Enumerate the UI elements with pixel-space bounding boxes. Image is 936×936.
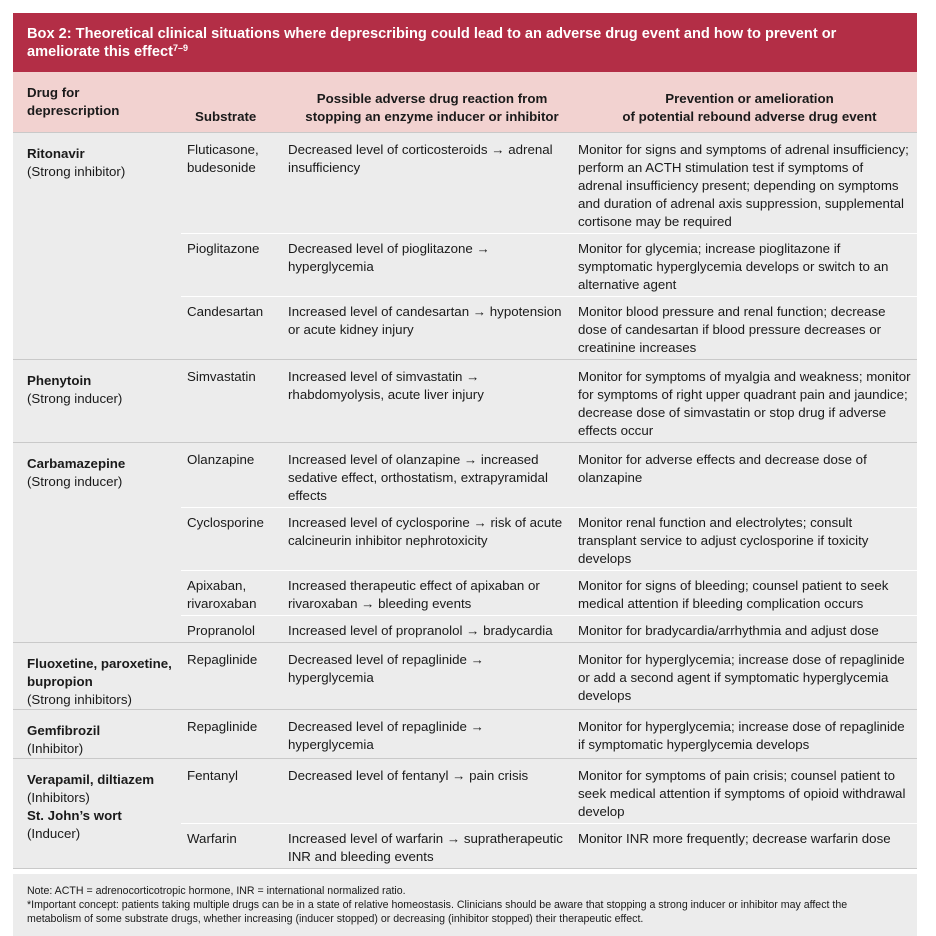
adverse-reaction-cell: Increased level of propranolol → bradycardia xyxy=(288,623,553,638)
table-row xyxy=(181,710,917,756)
drug-cell xyxy=(13,133,181,359)
adverse-reaction-cell: Increased level of warfarin → supratherapeutic INR and bleeding events xyxy=(288,831,563,864)
substrate-cell: Repaglinide xyxy=(187,652,258,667)
drug-type: (Inhibitors) xyxy=(27,790,90,805)
table-row xyxy=(181,759,917,823)
drug-cell xyxy=(13,643,181,709)
header-prevention: Prevention or amelioration of potential rebound adverse drug event xyxy=(622,91,877,124)
drug-group xyxy=(13,759,917,869)
table-row xyxy=(181,570,917,615)
table-row xyxy=(181,823,917,868)
drug-name: Gemfibrozil xyxy=(27,723,101,738)
header-adverse-reaction: Possible adverse drug reaction from stopping an enzyme inducer or inhibitor xyxy=(305,91,559,124)
box-title-text: Box 2: Theoretical clinical situations where deprescribing could lead to an adverse drug event and how to prevent or ameliorate this effect xyxy=(27,26,837,60)
drug-name: Phenytoin xyxy=(27,373,92,388)
drug-type: (Inducer) xyxy=(27,826,81,841)
adverse-reaction-cell: Decreased level of corticosteroids → adrenal insufficiency xyxy=(288,142,553,175)
prevention-cell: Monitor blood pressure and renal function; decrease dose of candesartan if blood pressure decreases or creatinine increases xyxy=(578,304,886,355)
header-substrate: Substrate xyxy=(195,109,257,124)
adverse-reaction-cell: Decreased level of repaglinide → hyperglycemia xyxy=(288,652,484,685)
drug-name: St. John’s wort xyxy=(27,808,122,823)
note-abbreviations: Note: ACTH = adrenocorticotropic hormone, INR = international normalized ratio. xyxy=(27,885,406,897)
drug-cell xyxy=(13,360,181,442)
adverse-reaction-cell: Increased therapeutic effect of apixaban or rivaroxaban → bleeding events xyxy=(288,578,540,611)
substrate-cell: Fluticasone, budesonide xyxy=(187,142,259,175)
table-row xyxy=(181,233,917,296)
drug-group xyxy=(13,133,917,360)
table-row xyxy=(181,443,917,507)
substrate-cell: Repaglinide xyxy=(187,719,258,734)
drug-cell xyxy=(13,759,181,868)
substrate-cell: Pioglitazone xyxy=(187,241,260,256)
drug-group xyxy=(13,643,917,710)
drug-cell xyxy=(13,710,181,758)
adverse-reaction-cell: Increased level of cyclosporine → risk of acute calcineurin inhibitor nephrotoxicity xyxy=(288,515,563,548)
adverse-reaction-cell: Increased level of olanzapine → increased sedative effect, orthostatism, extrapyramidal effects xyxy=(288,452,548,503)
prevention-cell: Monitor for adverse effects and decrease dose of olanzapine xyxy=(578,452,867,485)
table-row xyxy=(181,643,917,707)
drug-name: Fluoxetine, paroxetine, bupropion xyxy=(27,656,172,689)
substrate-cell: Fentanyl xyxy=(187,768,238,783)
drug-group xyxy=(13,710,917,759)
substrate-cell: Candesartan xyxy=(187,304,264,319)
title-reference: 7–9 xyxy=(173,43,189,53)
prevention-cell: Monitor for symptoms of myalgia and weakness; monitor for symptoms of right upper quadrant pain and jaundice; decrease dose of simvastatin or stop drug if adverse effects occur xyxy=(578,369,911,438)
prevention-cell: Monitor for hyperglycemia; increase dose of repaglinide if symptomatic hyperglycemia develops xyxy=(578,719,905,752)
prevention-cell: Monitor INR more frequently; decrease warfarin dose xyxy=(578,831,891,846)
drug-type: (Inhibitor) xyxy=(27,741,84,756)
prevention-cell: Monitor for bradycardia/arrhythmia and adjust dose xyxy=(578,623,879,638)
drug-name: Verapamil, diltiazem xyxy=(27,772,155,787)
drug-type: (Strong inducer) xyxy=(27,391,123,406)
box-2-table xyxy=(13,13,917,936)
adverse-reaction-cell: Decreased level of repaglinide → hyperglycemia xyxy=(288,719,484,752)
substrate-cell: Warfarin xyxy=(187,831,237,846)
substrate-cell: Simvastatin xyxy=(187,369,256,384)
prevention-cell: Monitor for glycemia; increase pioglitazone if symptomatic hyperglycemia develops or switch to an alternative agent xyxy=(578,241,889,292)
prevention-cell: Monitor renal function and electrolytes; consult transplant service to adjust cyclosporine if toxicity develops xyxy=(578,515,869,566)
box-title xyxy=(13,13,917,72)
substrate-cell: Cyclosporine xyxy=(187,515,264,530)
table-note xyxy=(13,874,917,936)
prevention-cell: Monitor for signs and symptoms of adrenal insufficiency; perform an ACTH stimulation test if symptoms of adrenal insufficiency present; depending on symptoms and duration of adrenal axis suppression, supplemental cortisone may be required xyxy=(578,142,909,229)
drug-name: Carbamazepine xyxy=(27,456,126,471)
table-header xyxy=(13,72,917,133)
note-important-concept: *Important concept: patients taking multiple drugs can be in a state of relative homeostasis. Clinicians should be aware that stopping a strong inducer or inhibitor may affect the metabolism of some substrate drugs, whether increasing (inducer stopped) or decreasing (inhibitor stopped) their therapeutic effect. xyxy=(27,899,848,925)
table-row xyxy=(181,360,917,442)
prevention-cell: Monitor for signs of bleeding; counsel patient to seek medical attention if bleeding complication occurs xyxy=(578,578,889,611)
drug-type: (Strong inducer) xyxy=(27,474,123,489)
drug-type: (Strong inhibitors) xyxy=(27,692,132,707)
adverse-reaction-cell: Decreased level of fentanyl → pain crisis xyxy=(288,768,529,783)
drug-group xyxy=(13,443,917,643)
table-row xyxy=(181,615,917,642)
drug-cell xyxy=(13,443,181,642)
drug-group xyxy=(13,360,917,443)
header-drug: Drug for deprescription xyxy=(27,85,120,118)
table-body xyxy=(13,133,917,869)
drug-type: (Strong inhibitor) xyxy=(27,164,126,179)
substrate-cell: Propranolol xyxy=(187,623,256,638)
substrate-cell: Olanzapine xyxy=(187,452,255,467)
adverse-reaction-cell: Increased level of candesartan → hypotension or acute kidney injury xyxy=(288,304,562,337)
prevention-cell: Monitor for symptoms of pain crisis; counsel patient to seek medical attention if symptoms of opioid withdrawal develop xyxy=(578,768,906,819)
table-row xyxy=(181,507,917,570)
table-row xyxy=(181,296,917,359)
adverse-reaction-cell: Increased level of simvastatin → rhabdomyolysis, acute liver injury xyxy=(288,369,484,402)
substrate-cell: Apixaban, rivaroxaban xyxy=(187,578,257,611)
prevention-cell: Monitor for hyperglycemia; increase dose of repaglinide or add a second agent if symptomatic hyperglycemia develops xyxy=(578,652,905,703)
adverse-reaction-cell: Decreased level of pioglitazone → hyperglycemia xyxy=(288,241,490,274)
drug-name: Ritonavir xyxy=(27,146,85,161)
table-row xyxy=(181,133,917,233)
